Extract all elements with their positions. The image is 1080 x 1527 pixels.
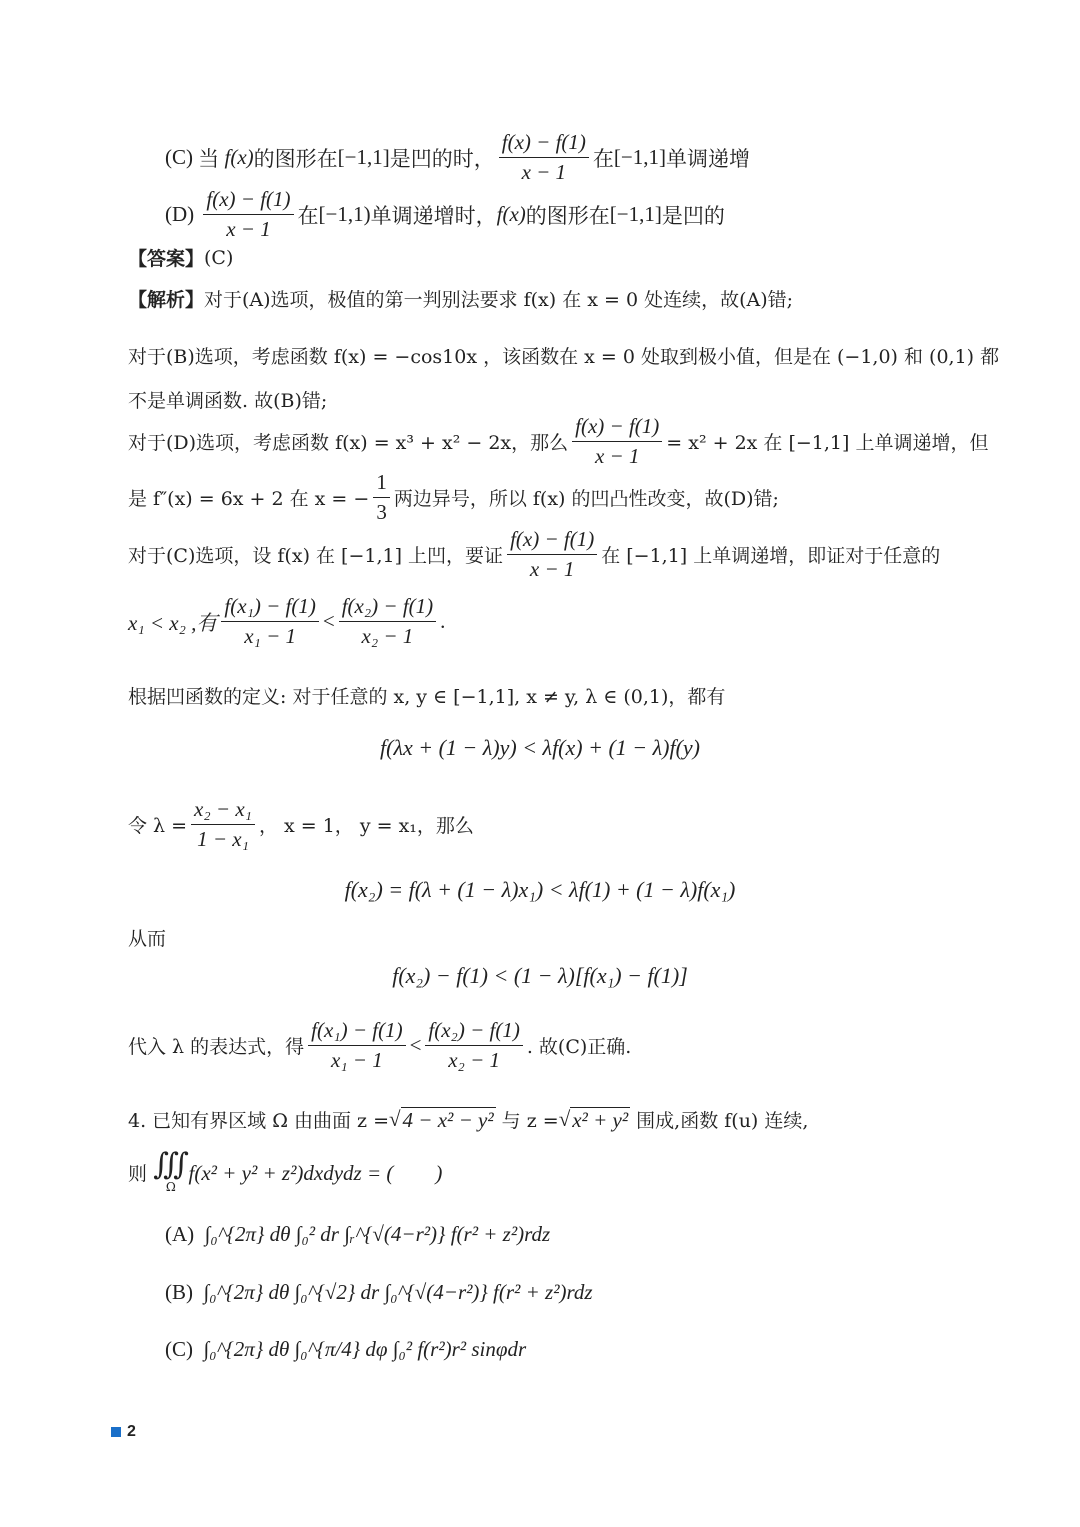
operator: < bbox=[322, 609, 335, 633]
analysis-p3a bbox=[128, 414, 988, 469]
text: 在 [−1,1] 上单调递增，即证对于任意的 bbox=[601, 545, 941, 567]
fraction-denominator: 1 − x₁ bbox=[197, 827, 249, 851]
analysis-p2b bbox=[128, 386, 327, 413]
answer-value: (C) bbox=[204, 246, 234, 269]
fraction-numerator: f(x₂) − f(1) bbox=[425, 1018, 522, 1046]
fraction-numerator: f(x) − f(1) bbox=[203, 187, 293, 215]
option-label: (D) bbox=[165, 202, 195, 226]
text: 的图形在 bbox=[253, 146, 338, 171]
fraction-numerator: f(x) − f(1) bbox=[572, 414, 662, 442]
text: 则 bbox=[128, 1162, 148, 1185]
fraction-numerator: f(x₁) − f(1) bbox=[308, 1018, 405, 1046]
text: ， x = 1， y = x₁，那么 bbox=[258, 815, 474, 837]
text: = x² + 2x 在 [−1,1] 上单调递增，但 bbox=[666, 432, 989, 454]
paragraph: 不是单调函数. 故(B)错; bbox=[128, 390, 328, 412]
fraction bbox=[339, 594, 436, 649]
analysis-p5 bbox=[128, 682, 725, 709]
text: 与 z = bbox=[501, 1110, 559, 1132]
equation-2: f(x₂) = f(λ + (1 − λ)x₁) < λf(1) + (1 − λ)f(x₁) bbox=[344, 877, 736, 902]
text: 两边异号，所以 f(x) 的凹凸性改变，故(D)错; bbox=[393, 488, 779, 510]
fraction-numerator: f(x) − f(1) bbox=[499, 130, 589, 158]
operator: < bbox=[409, 1033, 422, 1057]
text: 的图形在 bbox=[525, 203, 610, 228]
page-number bbox=[111, 1423, 136, 1441]
fraction bbox=[499, 130, 589, 185]
fraction-numerator: f(x) − f(1) bbox=[507, 527, 597, 555]
math-interval: [−1,1] bbox=[337, 145, 390, 169]
text: 代入 λ 的表达式，得 bbox=[128, 1036, 305, 1058]
analysis-p6 bbox=[128, 797, 474, 852]
paragraph: 对于(B)选项，考虑函数 f(x) = −cos10x ，该函数在 x = 0 处取到极小值，但是在 (−1,0) 和 (0,1) 都 bbox=[128, 346, 1000, 368]
q4-option-a bbox=[165, 1222, 550, 1247]
text: 在 bbox=[592, 146, 614, 171]
sqrt: √ 4 − x² − y² bbox=[389, 1106, 494, 1132]
option-label: (C) bbox=[165, 145, 193, 169]
fraction-denominator: 3 bbox=[376, 500, 387, 524]
fraction-denominator: x₁ − 1 bbox=[330, 1048, 383, 1072]
text: . bbox=[440, 609, 446, 633]
fraction-numerator: 1 bbox=[373, 470, 390, 498]
option-c-line bbox=[165, 130, 750, 185]
page-marker-square-icon bbox=[111, 1427, 121, 1437]
fraction-denominator: x₂ − 1 bbox=[448, 1048, 501, 1072]
analysis-p1 bbox=[128, 285, 793, 312]
math-fx: f(x) bbox=[496, 202, 526, 226]
fraction-numerator: f(x₂) − f(1) bbox=[339, 594, 436, 622]
fraction bbox=[203, 187, 293, 242]
option-label: (B) bbox=[165, 1280, 193, 1304]
analysis-p4a bbox=[128, 527, 940, 582]
text: 当 bbox=[198, 146, 220, 171]
analysis-p3b bbox=[128, 470, 779, 525]
text: 令 λ = bbox=[128, 815, 188, 837]
answer-line bbox=[128, 244, 233, 271]
integral-sign: ∭ bbox=[153, 1147, 189, 1182]
equation-3: f(x₂) − f(1) < (1 − λ)[f(x₁) − f(1)] bbox=[392, 963, 688, 988]
text: 是凹的时， bbox=[389, 146, 495, 171]
fraction-numerator: f(x₁) − f(1) bbox=[221, 594, 318, 622]
fraction bbox=[507, 527, 597, 582]
page-number-text: 2 bbox=[127, 1423, 136, 1440]
text: 单调递增时， bbox=[370, 203, 497, 228]
paragraph: 根据凹函数的定义: 对于任意的 x, y ∈ [−1,1], x ≠ y, λ ∈ (0,1)，都有 bbox=[128, 686, 726, 708]
text: 是 f″(x) = 6x + 2 在 x = − bbox=[128, 488, 370, 510]
fraction bbox=[425, 1018, 522, 1073]
option-expression: ∫₀^{2π} dθ ∫₀^{π/4} dφ ∫₀² f(r²)r² sinφdr bbox=[203, 1337, 527, 1361]
integral-domain: Ω bbox=[165, 1180, 176, 1194]
text: 4. 已知有界区域 Ω 由曲面 z = bbox=[128, 1110, 390, 1132]
q4-line2 bbox=[128, 1147, 443, 1194]
fraction-denominator: x − 1 bbox=[529, 557, 575, 581]
option-label: (C) bbox=[165, 1337, 193, 1361]
fraction-denominator: x − 1 bbox=[226, 217, 271, 241]
text: 在 bbox=[297, 203, 319, 228]
fraction bbox=[373, 470, 390, 525]
math-fx: f(x) bbox=[224, 145, 254, 169]
integrand: f(x² + y² + z²)dxdydz = ( ) bbox=[188, 1161, 443, 1185]
fraction bbox=[191, 797, 255, 852]
text: 对于(C)选项，设 f(x) 在 [−1,1] 上凹，要证 bbox=[128, 545, 504, 567]
analysis-p2a bbox=[128, 342, 999, 369]
fraction bbox=[572, 414, 662, 469]
math-interval: [−1,1) bbox=[318, 202, 371, 226]
math-interval: [−1,1] bbox=[609, 202, 662, 226]
paragraph: 从而 bbox=[128, 928, 167, 950]
radicand: 4 − x² − y² bbox=[402, 1107, 494, 1132]
text: 单调递增 bbox=[665, 146, 750, 171]
fraction-numerator: x₂ − x₁ bbox=[191, 797, 255, 825]
analysis-p7 bbox=[128, 924, 166, 951]
q4-line1 bbox=[128, 1106, 808, 1133]
text: 围成,函数 f(u) 连续, bbox=[636, 1110, 809, 1132]
radicand: x² + y² bbox=[572, 1107, 629, 1132]
fraction-denominator: x − 1 bbox=[521, 160, 567, 184]
text: x₁ < x₂ ,有 bbox=[128, 610, 218, 635]
option-expression: ∫₀^{2π} dθ ∫₀^{√2} dr ∫₀^{√(4−r²)} f(r² + z²)rdz bbox=[203, 1280, 593, 1304]
equation-1: f(λx + (1 − λ)y) < λf(x) + (1 − λ)f(y) bbox=[380, 735, 700, 760]
q4-option-b bbox=[165, 1280, 593, 1305]
option-d-line bbox=[165, 187, 725, 242]
answer-label: 【答案】 bbox=[128, 248, 205, 270]
analysis-label: 【解析】 bbox=[128, 289, 205, 311]
text: 对于(D)选项，考虑函数 f(x) = x³ + x² − 2x，那么 bbox=[128, 432, 569, 454]
text: . 故(C)正确. bbox=[526, 1036, 632, 1058]
fraction-denominator: x₂ − 1 bbox=[361, 624, 414, 648]
q4-option-c bbox=[165, 1337, 526, 1362]
text: 是凹的 bbox=[661, 203, 725, 228]
analysis-p8 bbox=[128, 1018, 631, 1073]
fraction-denominator: x − 1 bbox=[594, 444, 640, 468]
math-interval: [−1,1] bbox=[613, 145, 666, 169]
analysis-p4b bbox=[128, 594, 445, 649]
triple-integral bbox=[153, 1147, 189, 1194]
fraction-denominator: x₁ − 1 bbox=[244, 624, 297, 648]
option-expression: ∫₀^{2π} dθ ∫₀² dr ∫ᵣ^{√(4−r²)} f(r² + z²)rdz bbox=[204, 1222, 551, 1246]
fraction bbox=[221, 594, 318, 649]
option-label: (A) bbox=[165, 1222, 195, 1246]
paragraph: 对于(A)选项，极值的第一判别法要求 f(x) 在 x = 0 处连续，故(A)错; bbox=[204, 289, 794, 311]
fraction bbox=[308, 1018, 405, 1073]
sqrt: √ x² + y² bbox=[558, 1106, 629, 1132]
